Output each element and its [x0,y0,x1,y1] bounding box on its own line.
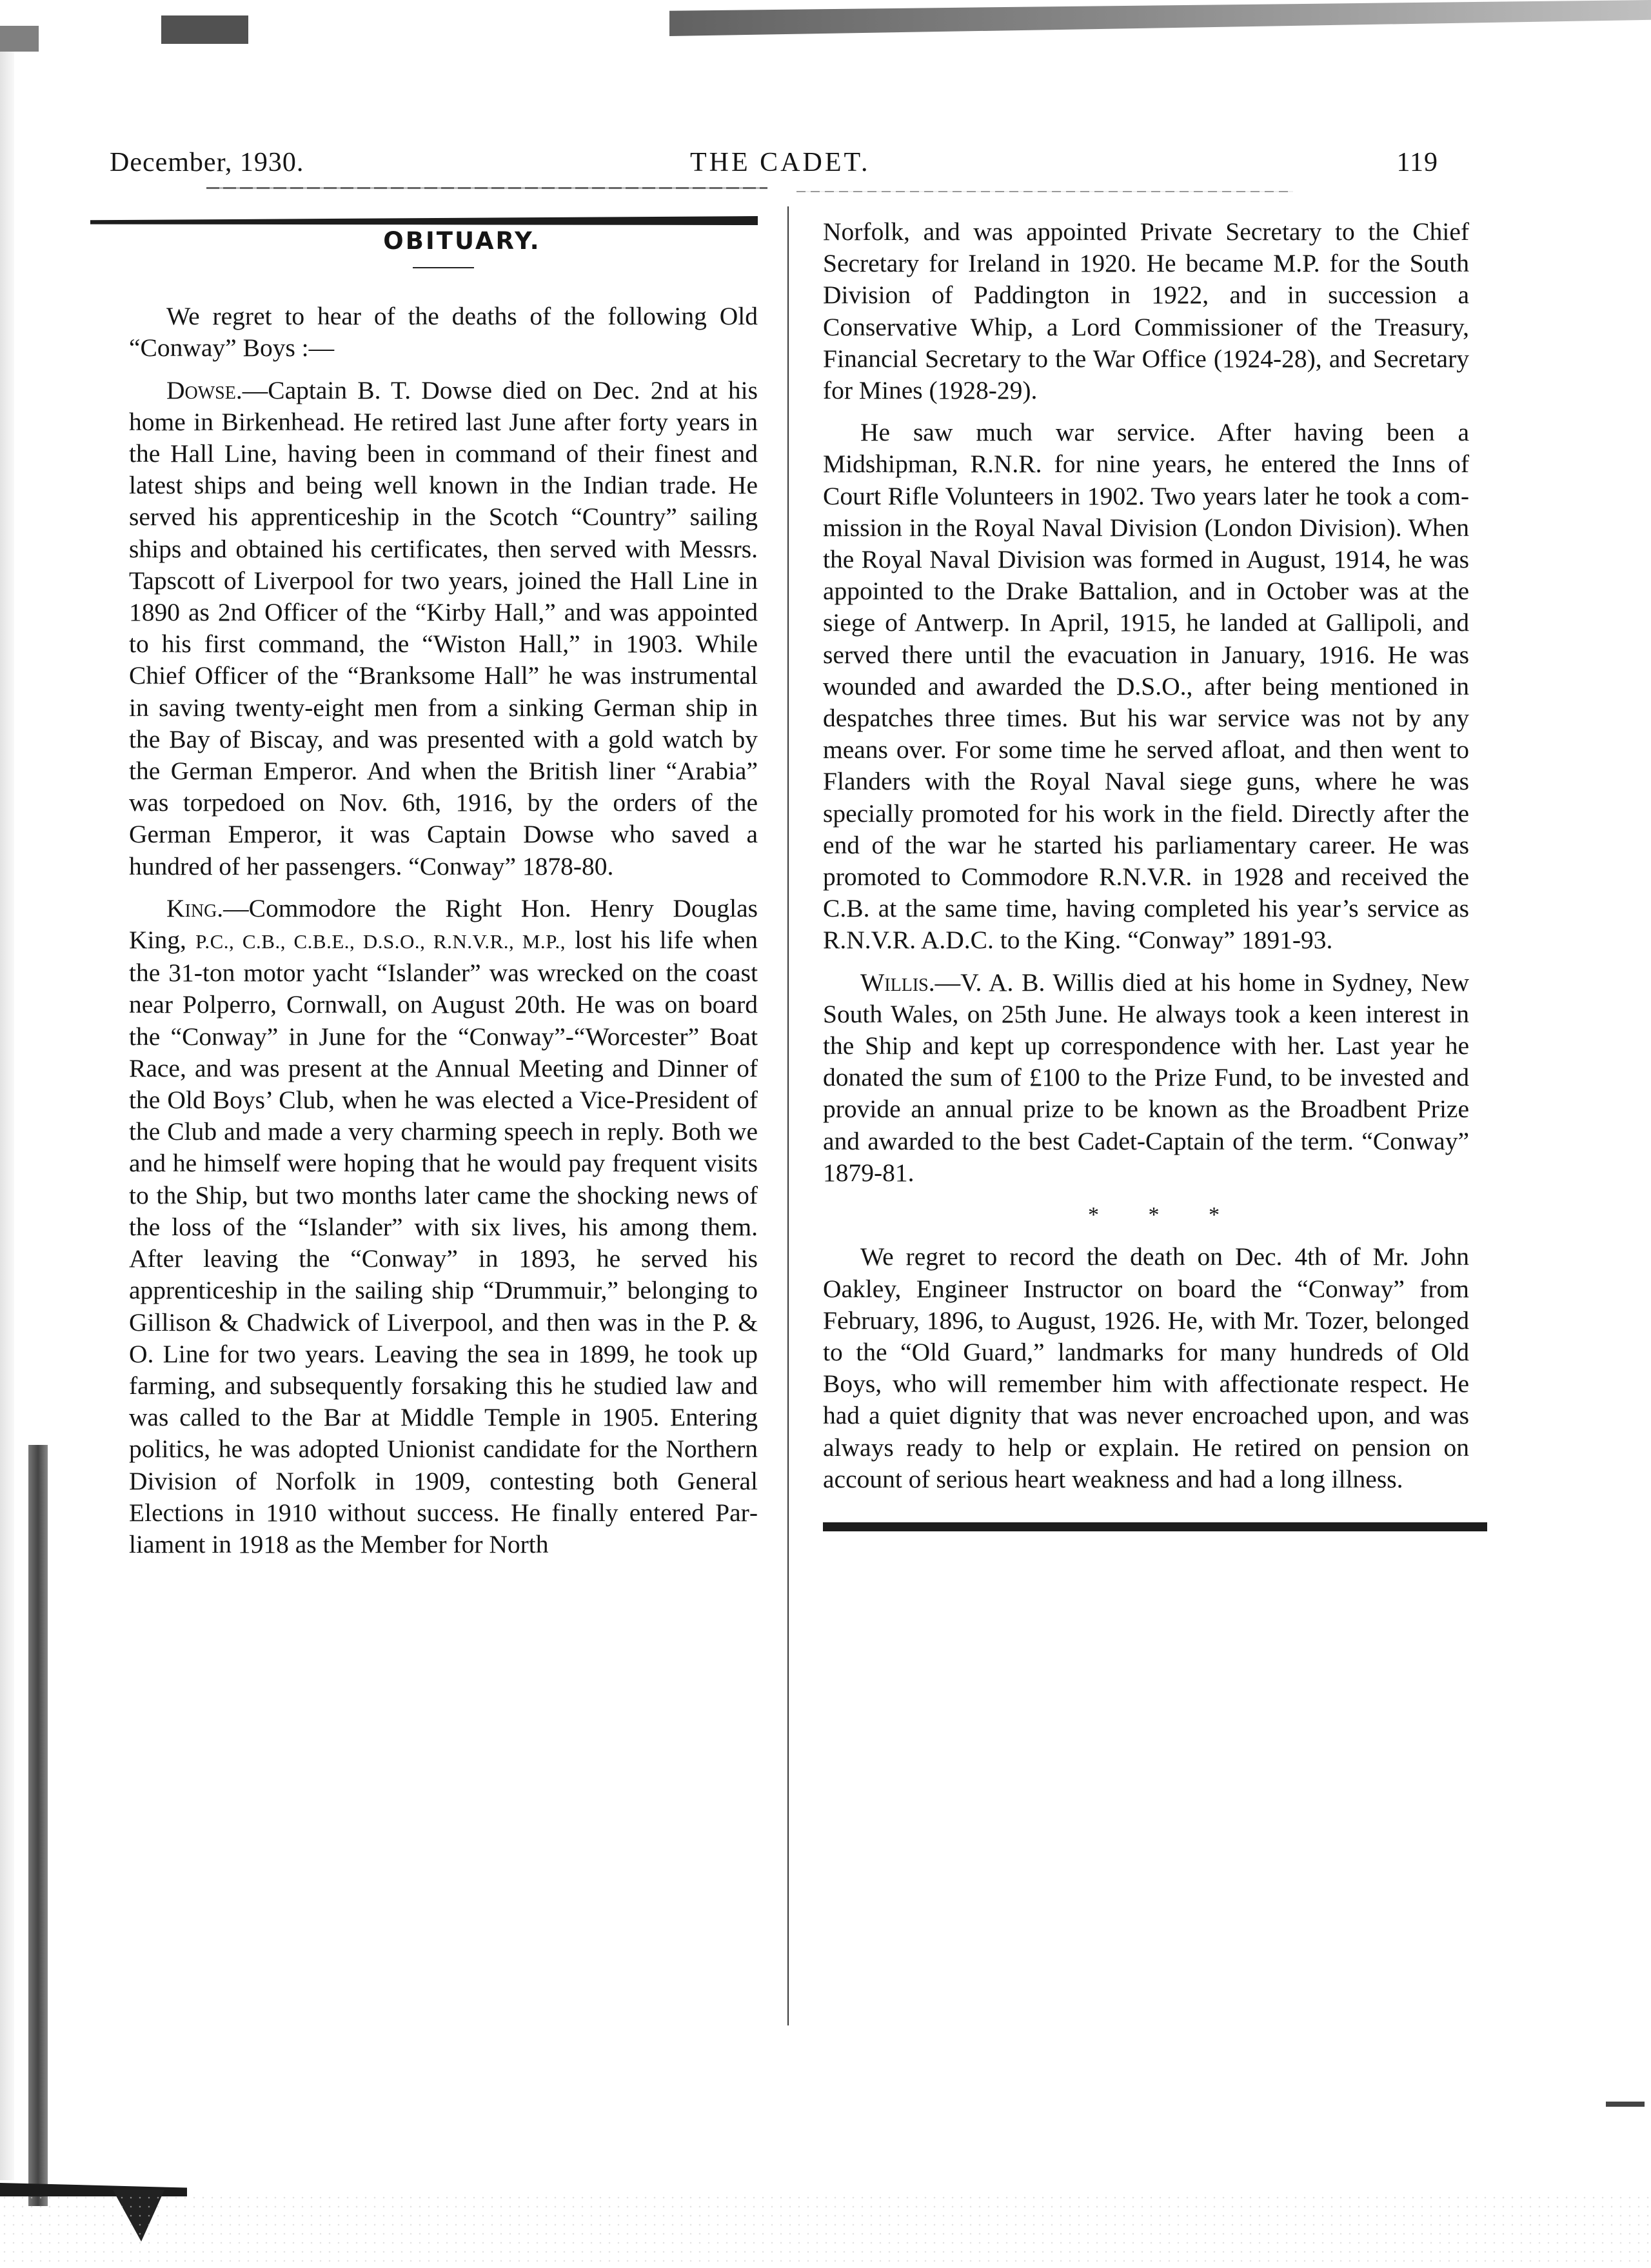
obituary-king [129,893,758,1560]
obituary-willis [823,967,1469,1189]
obituary-text-king-a: —Commodore the Right Hon. Henry Douglas King, [129,893,758,955]
left-column [129,216,758,1571]
obituary-king-war-service: He saw much war service. After having been a Midshipman, R.N.R. for nine years, he entered the Inns of Court Rifle Volunteers in 1902. Two years later he took a commission in the Royal Naval Division (London Division). When the Royal Naval Division was formed in August, 1914, he was appointed to the Drake Battalion, and in October was at the siege of Antwerp. In April, 1915, he landed at Gallipoli, and served there until the evacuation in January, 1916. He was wounded and awarded the D.S.O., after being mentioned in despatches three times. But his war service was not by any means over. For some time he served afloat, and then went to Flanders with the Royal Naval siege guns, where he was specially promoted for his work in the field. Directly after the end of the war he started his parliamentary career. He was promoted to Commodore R.N.V.R. in 1928 and received the C.B. at the same time, having completed his year’s service as R.N.V.R. A.D.C. to the King. “Conway” 1891-93. [823,418,1469,955]
obituary-text-king-b: lost his life when the 31-ton motor yacht “Islander” was wrecked on the coast near Polperro, Cornwall, on August 20th. He was on board the “Conway” in June for the “Conway”-“Worcester” Boat Race, and was present at the Annual Meeting and Dinner of the Old Boys’ Club, when he was elected a Vice-President of the Club and made a very charming speech in reply. Both we and he himself were hoping that he would pay frequent visits to the Ship, but two months later came the shocking news of the loss of the “Islander” with six lives, his among them. After leaving the “Conway” in 1893, he served his apprenticeship in the sailing ship “Drummuir,” belonging to Gillison & Chadwick of Liverpool, and then was in the P. & O. Line for two years. Leaving the sea in 1899, he took up farming, and subsequently forsaking this he studied law and was called to the Bar at Middle Temple in 1905. Entering politics, he was adopted Unionist candidate for the Northern Division of Norfolk in 1909, contesting both General Elections in 1910 without success. He finally entered Parliament in 1918 as the Member for North [129,926,758,1558]
issue-date: December, 1930. [110,148,304,177]
obituary-text-willis: —V. A. B. Willis died at his home in Sydney, New South Wales, on 25th June. He always took a keen interest in the Ship and kept up correspondence with her. Last year he donated the sum of £100 to the Prize Fund, to be invested and provide an annual prize to be known as the Broadbent Prize and awarded to the best Cadet-Captain of the term. “Conway” 1879-81. [823,968,1469,1187]
section-end-bar [823,1522,1487,1531]
publication-title: THE CADET. [690,148,871,177]
scan-speckle-bottom [0,2193,1651,2268]
obituary-name-dowse: Dowse. [166,375,242,404]
obituary-oakley: We regret to record the death on Dec. 4th of Mr. John Oakley, Engineer Instructor on board the “Conway” from February, 1896, to August, 1926. He, with Mr. Tozer, belonged to the “Old Guard,” landmarks for many hundreds of Old Boys, who will remember him with affectionate respect. He had a quiet dignity that was never encroached upon, and was always ready to help or explain. He retired on pension on account of serious heart weakness and had a long illness. [823,1242,1469,1493]
scan-mark-right [1606,2102,1645,2107]
header-rule-left [206,187,767,189]
header-rule-right [796,191,1293,192]
obituary-name-king: King. [166,893,224,922]
intro-paragraph: We regret to hear of the deaths of the following Old “Conway” Boys :— [129,302,758,363]
title-underline [413,267,474,268]
running-head [110,147,1438,186]
obituary-text-dowse: —Captain B. T. Dowse died on Dec. 2nd at his home in Birkenhead. He retired last June after forty years in the Hall Line, having been in command of their finest and latest ships and being well known in the Indian trade. He served his apprenticeship in the Scotch “Country” sailing ships and obtained his certificates, then served with Messrs. Tapscott of Liverpool for two years, joined the Hall Line in 1890 as 2nd Officer of the “Kirby Hall,” and was appointed to his first command, the “Wiston Hall,” in 1903. While Chief Officer of the “Branksome Hall” he was instrumental in saving twenty-eight men from a sinking German ship in the Bay of Biscay, and was presented with a gold watch by the German Emperor. And when the British liner “Arabia” was torpedoed on Nov. 6th, 1916, by the orders of the German Emperor, it was Captain Dowse who saved a hundred of her passengers. “Conway” 1878-80. [129,375,758,880]
section-separator: * * * [1088,1203,1241,1228]
section-top-bar [90,216,758,225]
column-divider [787,206,789,2025]
obituary-dowse [129,375,758,882]
obituary-king-continued: Norfolk, and was appointed Private Secretary to the Chief Secretary for Ireland in 1920. He became M.P. for the South Division of Paddington in 1922, and in succession a Conservative Whip, a Lord Commissioner of the Treasury, Financial Secretary to the War Office (1924-28), and Secretary for Mines (1928-29). [823,217,1469,405]
scan-edge-shadow [0,52,14,2180]
page-number: 119 [1396,148,1438,177]
scan-artifact-top-left [0,26,39,52]
scan-artifact-top-left-block [161,15,248,44]
right-column [823,216,1469,1531]
binding-shadow-vertical [28,1445,48,2206]
section-title: OBITUARY. [383,227,541,255]
obituary-name-willis: Willis. [860,968,935,997]
scan-artifact-top-band [669,0,1651,36]
king-postnominals: P.C., C.B., C.B.E., D.S.O., R.N.V.R., M.P., [195,930,566,953]
